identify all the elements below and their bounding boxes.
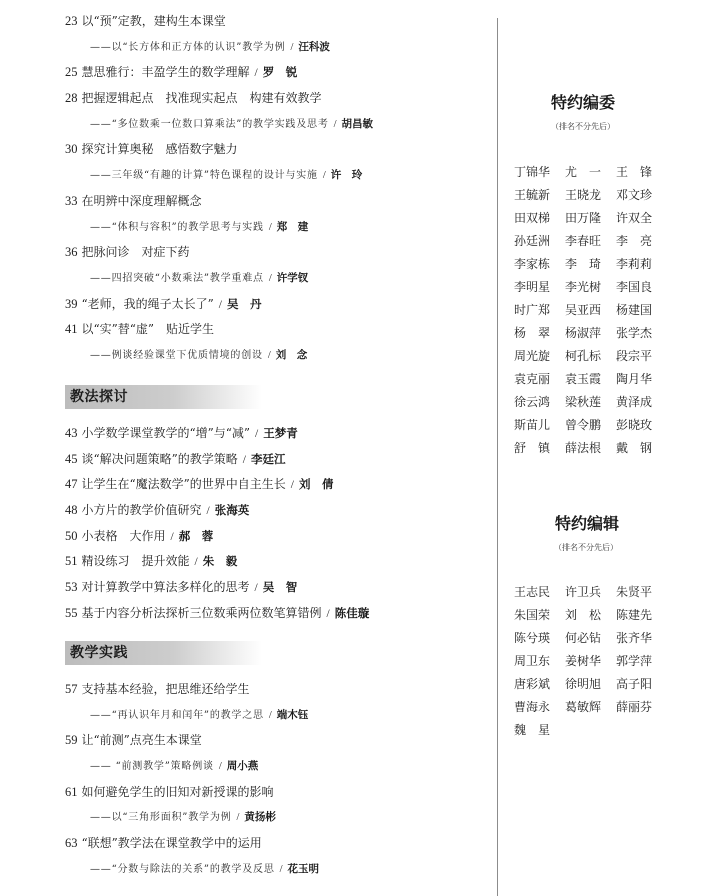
- page-number: 43: [65, 426, 78, 441]
- page-number: 23: [65, 14, 78, 28]
- board-member-name: 李 琦: [565, 256, 602, 271]
- page-number: 39: [65, 296, 78, 311]
- entry-subtitle-line: [65, 112, 490, 138]
- author-name: / 刘 倩: [286, 477, 334, 491]
- page-number: 30: [65, 142, 78, 157]
- article-title: 小方片的教学价值研究: [81, 503, 202, 518]
- article-title: 小表格 大作用: [81, 528, 166, 543]
- editor-name: 魏 星: [514, 722, 551, 737]
- article-title: 支持基本经验，把思维还给学生: [81, 681, 250, 696]
- page-number: 59: [65, 733, 78, 748]
- entry-subtitle-line: [65, 266, 490, 292]
- editor-name: 郭学萍: [616, 653, 653, 668]
- board-member-name: 杨 翠: [514, 325, 551, 340]
- entry-subtitle-line: [65, 35, 490, 61]
- board-member-name: 王晓龙: [565, 187, 602, 202]
- entry-title-line: [65, 137, 490, 163]
- article-title: 以“实”替“虚” 贴近学生: [81, 322, 215, 337]
- page-number: 36: [65, 245, 78, 260]
- board-member-name: 斯苗儿: [514, 417, 551, 432]
- page-number: 28: [65, 91, 78, 106]
- editor-name: 刘 松: [565, 607, 602, 622]
- board-member-name: 舒 镇: [514, 440, 551, 455]
- board-member-name: 杨淑萍: [565, 325, 602, 340]
- page-number: 57: [65, 681, 78, 696]
- toc-entry: [65, 292, 490, 318]
- section-header: [65, 641, 262, 665]
- author-name: / 罗 锐: [250, 65, 298, 79]
- author-name: / 许 玲: [318, 169, 362, 181]
- toc-entry: [65, 189, 490, 240]
- author-name: / 吴 丹: [214, 297, 262, 311]
- article-subtitle: ——三年级“有趣的计算”特色课程的设计与实施: [90, 170, 318, 182]
- entry-title-line: [65, 60, 490, 86]
- article-title: 在明辨中深度理解概念: [81, 193, 202, 208]
- toc-entry: [65, 780, 490, 831]
- editor-name: 周卫东: [514, 653, 551, 668]
- article-title: 让学生在“魔法数学”的世界中自主生长: [81, 477, 286, 492]
- article-title: 慧思雅行：丰盈学生的数学理解: [81, 65, 250, 80]
- editor-name: 何必钻: [565, 630, 602, 645]
- board-member-name: 吴亚西: [565, 302, 602, 317]
- article-title: 精设练习 提升效能: [81, 554, 190, 569]
- author-name: / 黄扬彬: [231, 811, 275, 823]
- board-member-name: 彭晓玫: [616, 417, 653, 432]
- editorial-board-title: 特约编委: [550, 93, 615, 112]
- toc-entry: [65, 498, 490, 524]
- board-member-name: 时广郑: [514, 302, 551, 317]
- toc-entry: [65, 575, 490, 601]
- toc-entry: [65, 524, 490, 550]
- article-subtitle: —— “前测教学”策略例谈: [90, 760, 214, 772]
- board-member-name: 李 亮: [616, 233, 653, 248]
- entry-title-line: [65, 677, 490, 703]
- column-divider: [497, 18, 498, 896]
- editor-name: 朱国荣: [514, 607, 551, 622]
- board-member-name: 许双全: [616, 210, 653, 225]
- board-member-name: 王毓新: [514, 187, 551, 202]
- board-member-name: 李家栋: [514, 256, 551, 271]
- article-subtitle: ——四招突破“小数乘法”教学重难点: [90, 272, 264, 284]
- editor-name: 曹海永: [514, 699, 551, 714]
- contributing-editors-title: 特约编辑: [554, 514, 619, 533]
- author-name: / 吴 智: [250, 580, 298, 594]
- board-member-name: 杨建国: [616, 302, 653, 317]
- entry-title-line: [65, 317, 490, 343]
- editor-name: 葛敏辉: [565, 699, 602, 714]
- editor-name: 唐彩斌: [514, 676, 551, 691]
- author-name: / 胡昌敏: [329, 118, 373, 130]
- toc-section: [65, 677, 490, 883]
- author-name: / 汪科波: [285, 41, 329, 53]
- contributing-editors-note: （排名不分先后）: [554, 543, 618, 552]
- board-member-name: 段宗平: [616, 348, 653, 363]
- toc-entry: [65, 240, 490, 291]
- entry-subtitle-line: [65, 163, 490, 189]
- article-subtitle: ——“分数与除法的关系”的教学及反思: [90, 863, 275, 875]
- article-title: 谈“解决问题策略”的教学策略: [81, 451, 238, 466]
- toc-entry: [65, 86, 490, 137]
- toc-entry: [65, 421, 490, 447]
- author-name: / 刘 念: [263, 349, 307, 361]
- article-subtitle: ——“体积与容积”的教学思考与实践: [90, 221, 264, 233]
- toc-entry: [65, 728, 490, 779]
- author-name: / 许学钗: [264, 272, 308, 284]
- board-member-name: 丁锦华: [514, 164, 551, 179]
- board-member-name: 李国良: [616, 279, 653, 294]
- entry-title-line: [65, 9, 490, 35]
- board-member-name: 李光树: [565, 279, 602, 294]
- author-name: / 王梦青: [250, 426, 298, 440]
- entry-title-line: [65, 831, 490, 857]
- editorial-board-note: （排名不分先后）: [551, 122, 615, 131]
- editor-name: 许卫兵: [565, 584, 602, 599]
- article-title: 对计算教学中算法多样化的思考: [81, 580, 250, 595]
- board-member-name: 袁克丽: [514, 371, 551, 386]
- board-member-name: 孙廷洲: [514, 233, 551, 248]
- editor-name: 朱贤平: [616, 584, 653, 599]
- entry-subtitle-line: [65, 215, 490, 241]
- article-subtitle: ——例谈经验课堂下优质情境的创设: [90, 349, 263, 361]
- entry-title-line: [65, 780, 490, 806]
- toc-entry: [65, 549, 490, 575]
- page-number: 41: [65, 322, 78, 337]
- board-member-name: 柯孔标: [565, 348, 602, 363]
- toc-entry: [65, 831, 490, 882]
- article-title: “老师，我的绳子太长了”: [81, 296, 214, 311]
- article-title: 让“前测”点亮生本课堂: [81, 733, 202, 748]
- article-title: 如何避免学生的旧知对新授课的影响: [81, 784, 274, 799]
- entry-subtitle-line: [65, 343, 490, 369]
- author-name: / 朱 毅: [190, 554, 238, 568]
- board-member-name: 梁秋莲: [565, 394, 602, 409]
- board-member-name: 李莉莉: [616, 256, 653, 271]
- board-member-name: 李春旺: [565, 233, 602, 248]
- contributing-editors-list: [514, 581, 667, 742]
- toc-section: [65, 9, 490, 369]
- page-number: 51: [65, 554, 78, 569]
- toc-entry: [65, 9, 490, 60]
- page-number: 33: [65, 193, 78, 208]
- page-number: 47: [65, 477, 78, 492]
- toc-entry: [65, 137, 490, 188]
- board-member-name: 田万隆: [565, 210, 602, 225]
- entry-subtitle-line: [65, 857, 490, 883]
- article-title: 小学数学课堂教学的“增”与“减”: [81, 426, 251, 441]
- entry-title-line: [65, 86, 490, 112]
- editor-name: 陈建先: [616, 607, 653, 622]
- table-of-contents: [65, 9, 490, 882]
- board-member-name: 尤 一: [565, 164, 602, 179]
- article-title: “联想”教学法在课堂教学中的运用: [81, 836, 262, 851]
- entry-title-line: [65, 728, 490, 754]
- article-title: 探究计算奥秘 感悟数字魅力: [81, 142, 238, 157]
- section-title: 教学实践: [70, 644, 128, 661]
- toc-entry: [65, 677, 490, 728]
- board-member-name: 邓文珍: [616, 187, 653, 202]
- entry-title-line: [65, 189, 490, 215]
- board-member-name: 田双梯: [514, 210, 551, 225]
- editor-name: 张齐华: [616, 630, 653, 645]
- page-number: 55: [65, 605, 78, 620]
- board-member-name: 周光旋: [514, 348, 551, 363]
- author-name: / 郝 蓉: [166, 529, 214, 543]
- page-number: 63: [65, 836, 78, 851]
- editor-name: 陈兮瑛: [514, 630, 551, 645]
- entry-title-line: [65, 240, 490, 266]
- article-subtitle: ——以“三角形面积”教学为例: [90, 812, 232, 824]
- page-number: 48: [65, 503, 78, 518]
- page-number: 25: [65, 65, 78, 80]
- article-title: 以“预”定教，建构生本课堂: [81, 14, 226, 28]
- toc-entry: [65, 317, 490, 368]
- board-member-name: 徐云鸿: [514, 394, 551, 409]
- author-name: / 端木钰: [264, 709, 308, 721]
- author-name: / 周小燕: [214, 760, 258, 772]
- entry-subtitle-line: [65, 703, 490, 729]
- editor-name: 徐明旭: [565, 676, 602, 691]
- editor-name: 王志民: [514, 584, 551, 599]
- toc-entry: [65, 60, 490, 86]
- entry-subtitle-line: [65, 805, 490, 831]
- board-member-name: 薛法根: [565, 440, 602, 455]
- author-name: / 花玉明: [275, 863, 319, 875]
- board-member-name: 曾令鹏: [565, 417, 602, 432]
- page-number: 61: [65, 784, 78, 799]
- page-number: 50: [65, 528, 78, 543]
- toc-section: [65, 421, 490, 627]
- author-name: / 郑 建: [264, 221, 308, 233]
- toc-entry: [65, 601, 490, 627]
- entry-title-line: [65, 292, 490, 318]
- section-header: [65, 385, 262, 409]
- article-title: 把脉问诊 对症下药: [81, 245, 190, 260]
- section-title: 教法探讨: [70, 388, 128, 405]
- page-number: 45: [65, 451, 78, 466]
- author-name: / 张海英: [202, 503, 250, 517]
- editor-name: 姜树华: [565, 653, 602, 668]
- board-member-name: 陶月华: [616, 371, 653, 386]
- board-member-name: 李明星: [514, 279, 551, 294]
- article-subtitle: ——“再认识年月和闰年”的教学之思: [90, 709, 264, 721]
- author-name: / 李廷江: [238, 452, 286, 466]
- editor-name: 高子阳: [616, 676, 653, 691]
- editor-name: 薛丽芬: [616, 699, 653, 714]
- toc-entry: [65, 472, 490, 498]
- editorial-board-list: [514, 161, 667, 460]
- article-subtitle: ——“多位数乘一位数口算乘法”的教学实践及思考: [90, 118, 329, 130]
- board-member-name: 张学杰: [616, 325, 653, 340]
- board-member-name: 戴 钢: [616, 440, 653, 455]
- article-subtitle: ——以“长方体和正方体的认识”教学为例: [90, 41, 286, 53]
- toc-entry: [65, 447, 490, 473]
- page-number: 53: [65, 580, 78, 595]
- board-member-name: 袁玉霞: [565, 371, 602, 386]
- board-member-name: 王 锋: [616, 164, 653, 179]
- article-title: 基于内容分析法探析三位数乘两位数笔算错例: [81, 605, 322, 620]
- board-member-name: 黄泽成: [616, 394, 653, 409]
- entry-subtitle-line: [65, 754, 490, 780]
- article-title: 把握逻辑起点 找准现实起点 构建有效教学: [81, 91, 322, 106]
- author-name: / 陈佳璇: [322, 606, 370, 620]
